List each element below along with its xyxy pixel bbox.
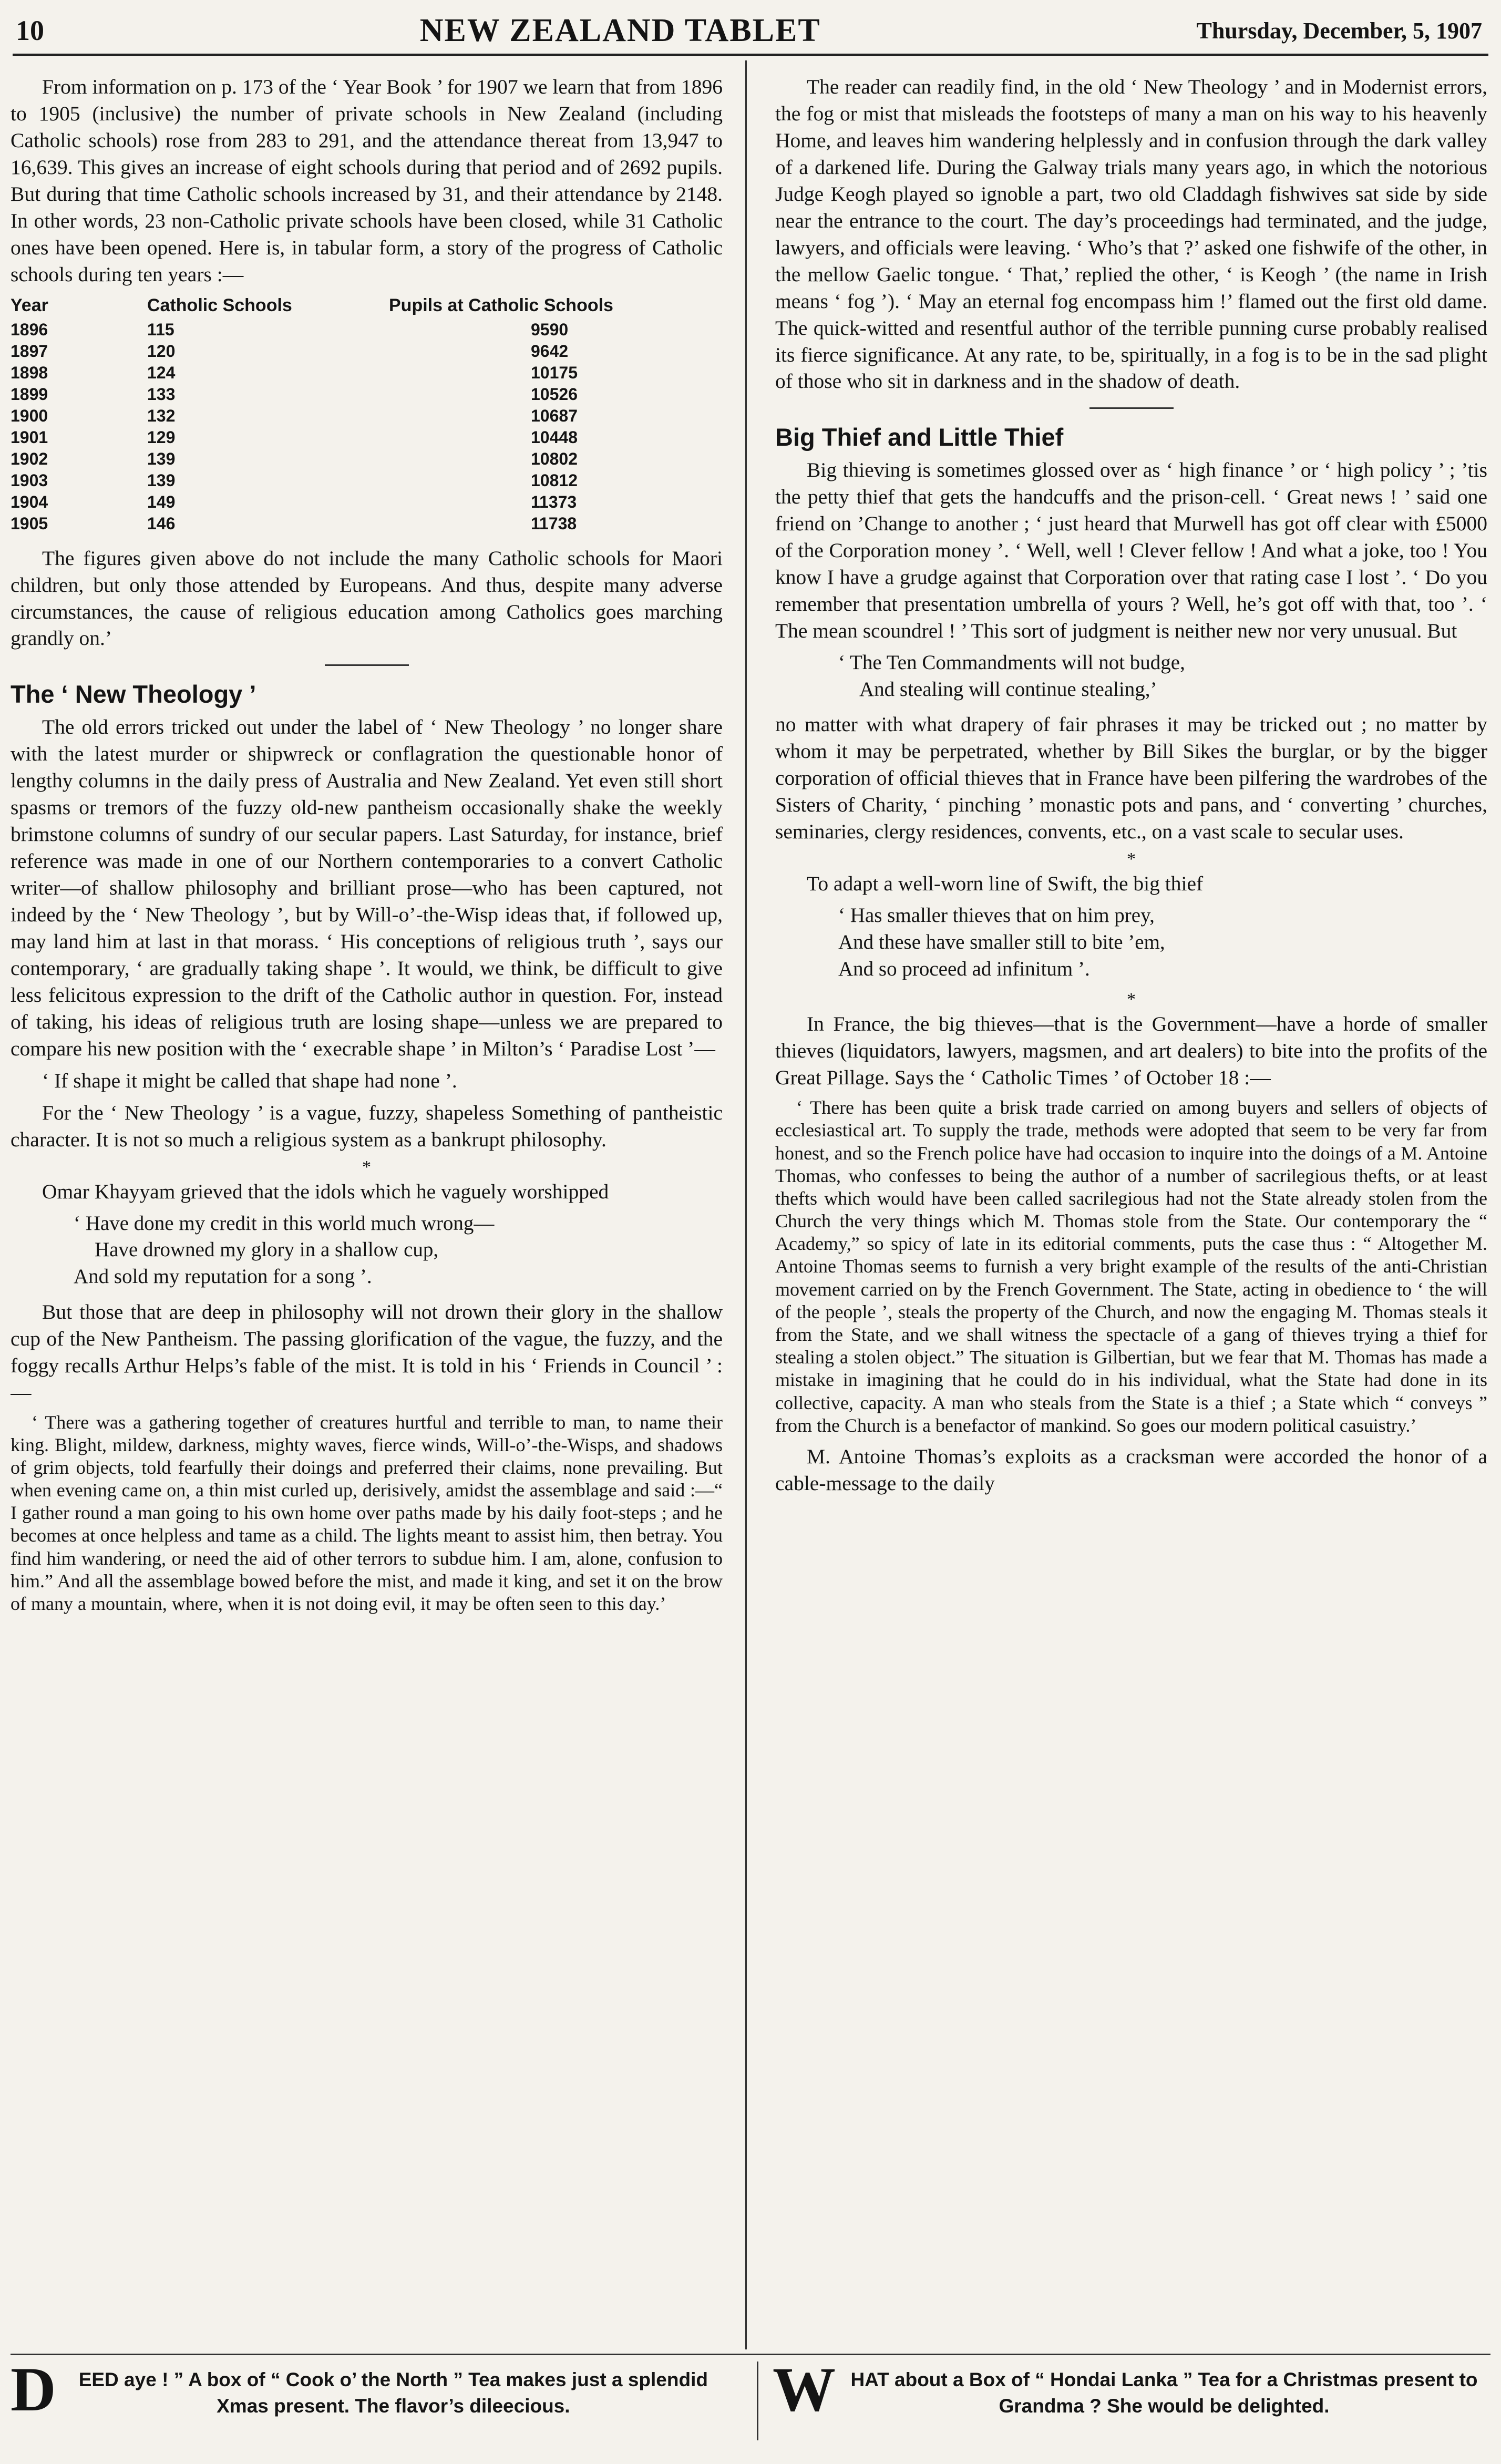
- heading-new-theology: The ‘ New Theology ’: [11, 680, 256, 709]
- table-cell-pupils: 11738: [531, 514, 577, 533]
- table-cell-year: 1897: [11, 341, 48, 361]
- issue-date: Thursday, December, 5, 1907: [1196, 17, 1482, 44]
- ad-dropcap: D: [11, 2354, 56, 2424]
- table-cell-schools: 115: [147, 320, 174, 339]
- section-star: *: [362, 1157, 371, 1177]
- commandments-verse: [838, 650, 1487, 703]
- table-cell-pupils: 10448: [531, 427, 578, 447]
- ad-hondai-lanka: [773, 2354, 1487, 2454]
- table-cell-year: 1899: [11, 384, 48, 404]
- section-divider: [1089, 407, 1174, 409]
- page-number: 10: [16, 15, 44, 46]
- table-cell-year: 1898: [11, 363, 48, 382]
- page-header: [16, 9, 1482, 52]
- section-star: *: [1127, 849, 1136, 869]
- verse-line: ‘ Has smaller thieves that on him prey,: [838, 904, 1155, 927]
- table-cell-year: 1905: [11, 514, 48, 533]
- masthead: NEW ZEALAND TABLET: [419, 12, 821, 48]
- ad-dropcap: W: [773, 2354, 836, 2424]
- table-cell-year: 1904: [11, 492, 48, 511]
- new-theology-paragraph: The old errors tricked out under the label of ‘ New Theology ’ no longer share with the latest murder or shipwreck or conflagration the questionable honor of lengthy columns in the daily press of Australia and New Zealand. Yet even still short spasms or tremors of the fuzzy old-new pantheism occasionally shake the weekly brimstone columns of sundry of our secular papers. Last Saturday, for instance, brief reference was made in one of our Northern contemporaries to a convert Catholic writer—of shallow philosophy and brilliant prose—who has been captured, not indeed by the ‘ New Theology ’, but by Will-o’-the-Wisp ideas that, if followed up, may land him at last in that morass. ‘ His conceptions of religious truth ’, says our contemporary, ‘ are gradually taking shape ’. It would, we think, be difficult to give less felicitous expression to the drift of the Catholic author in question. For, instead of taking, his ideas of religious truth are losing shape—unless we are prepared to compare his new position with the ‘ execrable shape ’ in Milton’s ‘ Paradise Lost ’—: [11, 715, 723, 1060]
- final-paragraph: M. Antoine Thomas’s exploits as a cracksman were accorded the honor of a cable-message to the daily: [775, 1444, 1487, 1495]
- verse-line: ‘ The Ten Commandments will not budge,: [838, 651, 1185, 674]
- heading-big-thief: Big Thief and Little Thief: [775, 423, 1064, 451]
- milton-quote: ‘ If shape it might be called that shape had none ’.: [42, 1069, 457, 1092]
- catholic-times-quote: ‘ There has been quite a brisk trade carried on among buyers and sellers of objects of ecclesiastical art. To supply the trade, methods were adopted that seem to be very far from honest, and so the French police have had occasion to inquire into the doings of a M. Antoine Thomas, who confesses to being the author of a number of sacrilegious thefts, or at least thefts which would have been called sacrilegious had not the State already stolen from the Church the very things which M. Thomas stole from the State. Our contemporary the “ Academy,” so spicy of late in its editorial comments, puts the case thus : “ Altogether M. Antoine Thomas seems to furnish a very bright example of the results of the anti-Christian movement carried on by the French Government. The State, acting in obedience to ‘ the will of the people ’, steals the property of the Church, and now the engaging M. Thomas steals it from the State, and we shall witness the spectacle of a gang of thieves trying a thief for stealing a stolen object.” The situation is Gilbertian, but we fear that M. Thomas has made a mistake in imagining that he could do in his individual, what the State had done in its collective, capacity. A man who steals from the State is a thief ; a State which “ conveys ” from the Church is a benefactor of mankind. So goes our modern political casuistry.’: [775, 1097, 1487, 1436]
- section-star: *: [1127, 990, 1136, 1010]
- ad-text: HAT about a Box of “ Hondai Lanka ” Tea for a Christmas present to Grandma ? She would be delighted.: [850, 2369, 1478, 2417]
- table-cell-year: 1900: [11, 406, 48, 425]
- table-row: [11, 513, 723, 535]
- verse-line: Have drowned my glory in a shallow cup,: [95, 1238, 439, 1261]
- table-row: [11, 405, 723, 427]
- table-row: [11, 341, 723, 362]
- table-cell-year: 1902: [11, 449, 48, 468]
- advertisement-strip: [11, 2354, 1490, 2460]
- table-row: [11, 362, 723, 384]
- helps-quote: ‘ There was a gathering together of creatures hurtful and terrible to man, to name their king. Blight, mildew, darkness, mighty waves, fierce winds, Will-o’-the-Wisps, and shadows of grim objects, told fearfully their doings and preferred their claims, none prevailing. But when evening came on, a thin mist curled up, derisively, amidst the assemblage and said :—“ I gather round a man going to his own home over paths made by his daily foot-steps ; and he becomes at once helpless and tame as a child. The lights meant to assist him, then betray. You find him wandering, or need the aid of other terrors to subdue him. I am, alone, confusion to him.” And all the assemblage bowed before the mist, and made it king, and set it on the brow of many a mountain, where, when it is not doing evil, it may be often seen to this day.’: [11, 1411, 723, 1615]
- big-thief-paragraph-2: no matter with what drapery of fair phrases it may be tricked out ; no matter by whom it may be perpetrated, whether by Bill Sikes the burglar, or by the bigger corporation of official thieves that in France have been pilfering the wardrobes of the Sisters of Charity, ‘ pinching ’ monastic pots and pans, and ‘ converting ’ churches, seminaries, clergy residences, convents, etc., on a vast scale to secular uses.: [775, 713, 1487, 844]
- table-row: [11, 384, 723, 405]
- big-thief-paragraph: Big thieving is sometimes glossed over as ‘ high finance ’ or ‘ high policy ’ ; ’tis the petty thief that gets the handcuffs and the prison-cell. ‘ Great news ! ’ said one friend on ’Change to another ; ‘ just heard that Murwell has got off clear with £5000 of the Corporation money ’. ‘ Well, well ! Clever fellow ! And what a joke, too ! You know I have a grudge against that Corporation over that rating case I lost ’. ‘ Do you remember that presentation umbrella of yours ? Well, he’s got off with that, too ’. ‘ The mean scoundrel ! ’ This sort of judgment is neither new nor very unusual. But: [775, 458, 1487, 643]
- table-header-year: Year: [11, 295, 48, 315]
- table-cell-schools: 139: [147, 449, 176, 468]
- table-cell-schools: 139: [147, 470, 176, 490]
- table-cell-schools: 132: [147, 406, 176, 425]
- table-cell-pupils: 10687: [531, 406, 578, 425]
- table-row: [11, 319, 723, 341]
- table-row: [11, 448, 723, 470]
- omar-verse: [74, 1210, 723, 1290]
- table-row: [11, 470, 723, 491]
- right-column: [775, 74, 1487, 2334]
- verse-line: And these have smaller still to bite ’em,: [838, 930, 1165, 953]
- omar-paragraph-2: But those that are deep in philosophy will not drown their glory in the shallow cup of the New Pantheism. The passing glorification of the vague, the fuzzy, and the foggy recalls Arthur Helps’s fable of the mist. It is told in his ‘ Friends in Council ’ :—: [11, 1300, 723, 1404]
- table-row: [11, 491, 723, 513]
- swift-paragraph: To adapt a well-worn line of Swift, the big thief: [807, 872, 1204, 896]
- table-cell-pupils: 10812: [531, 470, 578, 490]
- section-divider: [325, 664, 409, 666]
- fog-paragraph: The reader can readily find, in the old ‘ New Theology ’ and in Modernist errors, the fog or mist that misleads the footsteps of many a man on his way to his heavenly Home, and leaves him wandering helplessly and in confusion through the dark valley of a darkened life. During the Galway trials many years ago, in which the notorious Judge Keogh played so ignoble a part, two old Claddagh fishwives sat side by side near the entrance to the court. The day’s proceedings had terminated, and the judge, lawyers, and officials were leaving. ‘ Who’s that ?’ asked one fishwife of the other, in the mellow Gaelic tongue. ‘ That,’ replied the other, ‘ is Keogh ’ (the name in Irish means ‘ fog ’). ‘ May an eternal fog encompass him !’ flamed out the first old dame. The quick-witted and resentful author of the terrible punning curse probably realised its fierce significance. At any rate, to be, spiritually, in a fog is to be in the sad plight of those who sit in darkness and in the shadow of death.: [775, 75, 1487, 393]
- verse-line: ‘ Have done my credit in this world much wrong—: [74, 1212, 495, 1235]
- table-cell-schools: 120: [147, 341, 176, 361]
- header-rule: [13, 54, 1488, 56]
- table-header-row: [11, 295, 723, 319]
- table-cell-year: 1903: [11, 470, 48, 490]
- left-column: [11, 74, 723, 2334]
- column-divider: [745, 60, 747, 2349]
- intro-paragraph: From information on p. 173 of the ‘ Year Book ’ for 1907 we learn that from 1896 to 1905 (inclusive) the number of private schools in New Zealand (including Catholic schools) rose from 283 to 291, and the attendance thereat from 13,947 to 16,639. This gives an increase of eight schools during that period and of 2692 pupils. But during that time Catholic schools increased by 31, and their attendance by 2148. In other words, 23 non-Catholic private schools have been closed, while 31 Catholic ones have been opened. Here is, in tabular form, a story of the progress of Catholic schools during ten years :—: [11, 75, 723, 286]
- table-cell-schools: 149: [147, 492, 176, 511]
- table-cell-schools: 146: [147, 514, 176, 533]
- table-cell-schools: 133: [147, 384, 176, 404]
- table-cell-schools: 129: [147, 427, 176, 447]
- table-cell-pupils: 10526: [531, 384, 578, 404]
- table-cell-pupils: 9642: [531, 341, 569, 361]
- table-cell-year: 1901: [11, 427, 48, 447]
- table-cell-pupils: 10802: [531, 449, 578, 468]
- table-row: [11, 427, 723, 448]
- ad-cook-o-the-north: [11, 2354, 725, 2454]
- table-cell-year: 1896: [11, 320, 48, 339]
- table-cell-pupils: 9590: [531, 320, 569, 339]
- table-cell-pupils: 11373: [531, 492, 577, 511]
- ad-text: EED aye ! ” A box of “ Cook o’ the North ” Tea makes just a splendid Xmas present. The flavor’s dileecious.: [78, 2369, 708, 2417]
- table-header-pupils: Pupils at Catholic Schools: [389, 295, 613, 315]
- ad-divider: [757, 2362, 758, 2440]
- table-cell-pupils: 10175: [531, 363, 578, 382]
- new-theology-paragraph-2: For the ‘ New Theology ’ is a vague, fuzzy, shapeless Something of pantheistic character. It is not so much a religious system as a bankrupt philosophy.: [11, 1101, 723, 1151]
- omar-paragraph: Omar Khayyam grieved that the idols which he vaguely worshipped: [42, 1179, 609, 1203]
- verse-line: And sold my reputation for a song ’.: [74, 1265, 372, 1288]
- schools-table: [11, 295, 723, 535]
- table-cell-schools: 124: [147, 363, 176, 382]
- verse-line: And stealing will continue stealing,’: [859, 677, 1157, 701]
- after-table-paragraph: The figures given above do not include the many Catholic schools for Maori children, but only those attended by Europeans. And thus, despite many adverse circumstances, the cause of religious education among Catholics goes marching grandly on.’: [11, 546, 723, 650]
- verse-line: And so proceed ad infinitum ’.: [838, 957, 1090, 980]
- table-header-schools: Catholic Schools: [147, 295, 292, 315]
- france-paragraph: In France, the big thieves—that is the Government—have a horde of smaller thieves (liquidators, lawyers, magsmen, and art dealers) to bite into the profits of the Great Pillage. Says the ‘ Catholic Times ’ of October 18 :—: [775, 1012, 1487, 1090]
- swift-verse: [838, 902, 1487, 982]
